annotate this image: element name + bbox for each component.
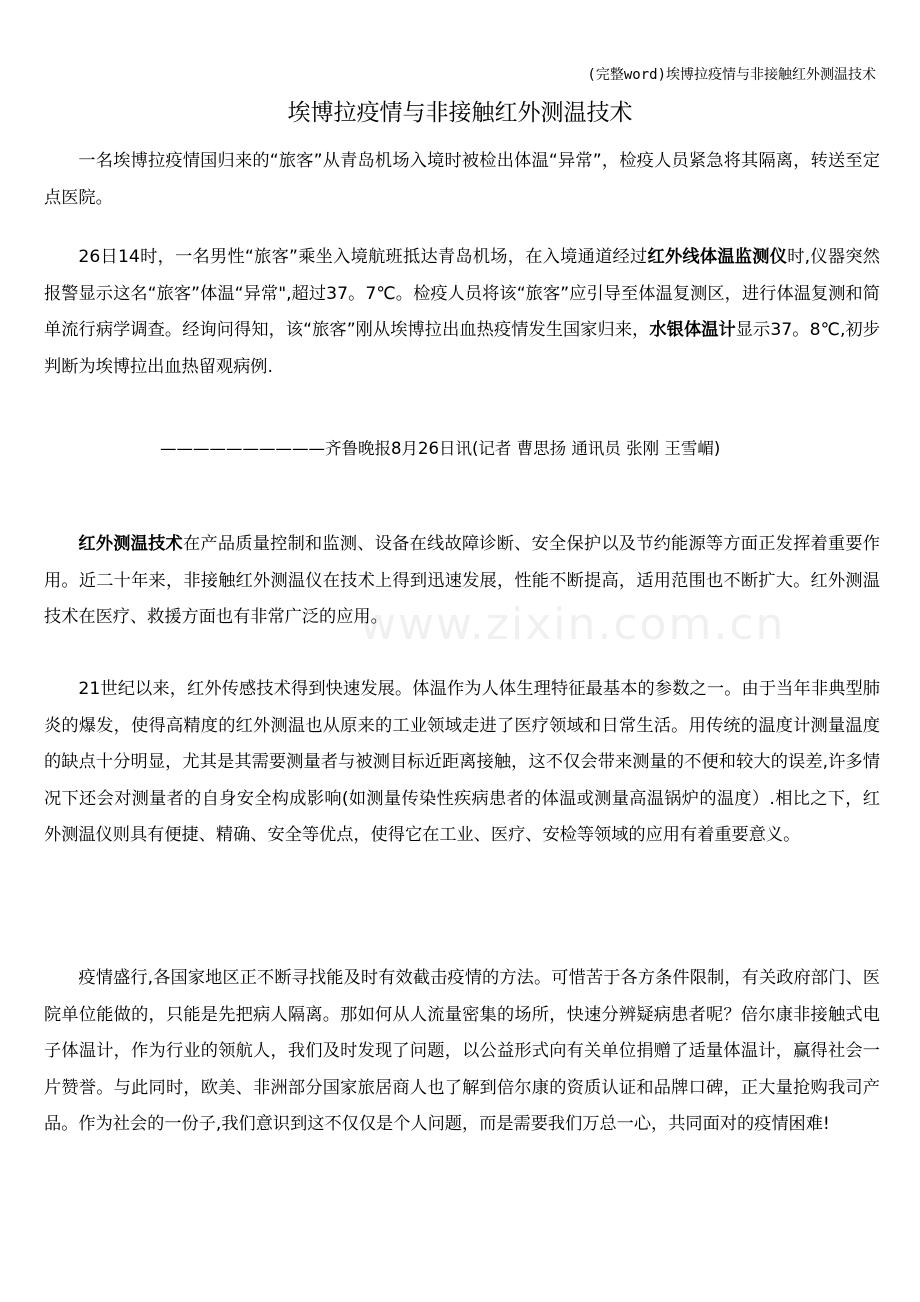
paragraph-incident-part2: 时,仪器突然报警显示这名“旅客”体温“异常",超过37。7℃。检疫人员将该“旅客”应引导至体温复测区，进行体温复测和简单流行病学调查。经询问得知，该“旅客”刚从埃博拉出血热疫情发生国家归来， [44,247,880,340]
running-header: (完整word)埃博拉疫情与非接触红外测温技术 [587,67,876,83]
paragraph-development: 21世纪以来，红外传感技术得到快速发展。体温作为人体生理特征最基本的参数之一。由于当年非典型肺炎的爆发，使得高精度的红外测温也从原来的工业领域走进了医疗领域和日常生活。用传统的温度计测量温度的缺点十分明显，尤其是其需要测量者与被测目标近距离接触，这不仅会带来测量的不便和较大的误差,许多情况下还会对测量者的自身安全构成影响(如测量传染性疾病患者的体温或测量高温锅炉的温度）.相比之下，红外测温仪则具有便捷、精确、安全等优点，使得它在工业、医疗、安检等领域的应用有着重要意义。 [44,679,880,845]
highlight-infrared-technology: 红外测温技术 [78,534,183,554]
paragraph-technology-body: 在产品质量控制和监测、设备在线故障诊断、安全保护以及节约能源等方面正发挥着重要作用。近二十年来，非接触红外测温仪在技术上得到迅速发展，性能不断提高，适用范围也不断扩大。红外测温技术在医疗、救援方面也有非常广泛的应用。 [44,534,880,627]
paragraph-incident-part1: 26日14时，一名男性“旅客”乘坐入境航班抵达青岛机场，在入境通道经过 [78,247,648,267]
paragraph-epidemic: 疫情盛行,各国家地区正不断寻找能及时有效截击疫情的方法。可惜苦于各方条件限制，有关政府部门、医院单位能做的，只能是先把病人隔离。那如何从人流量密集的场所，快速分辨疑病患者呢？倍尔康非接触式电子体温计，作为行业的领航人，我们及时发现了问题，以公益形式向有关单位捐赠了适量体温计，赢得社会一片赞誉。与此同时，欧美、非洲部分国家旅居商人也了解到倍尔康的资质认证和品牌口碑，正大量抢购我司产品。作为社会的一份子,我们意识到这不仅仅是个人问题，而是需要我们万总一心，共同面对的疫情困难! [44,968,880,1134]
document-title: 埃博拉疫情与非接触红外测温技术 [287,100,633,126]
news-byline: ——————————齐鲁晚报8月26日讯(记者 曹思扬 通讯员 张刚 王雪嵋) [160,439,721,458]
highlight-infrared-thermometer: 红外线体温监测仪 [647,247,788,267]
paragraph-incident [44,239,880,385]
paragraph-incident-part3: 显示37。8℃,初步判断为埃博拉出血热留观病例. [44,320,881,377]
paragraph-intro: 一名埃博拉疫情国归来的“旅客”从青岛机场入境时被检出体温“异常”，检疫人员紧急将其隔离，转送至定点医院。 [44,151,880,208]
paragraph-technology [44,526,880,636]
watermark-text: www.zixin.com.cn [360,599,786,650]
highlight-mercury-thermometer: 水银体温计 [649,320,736,340]
